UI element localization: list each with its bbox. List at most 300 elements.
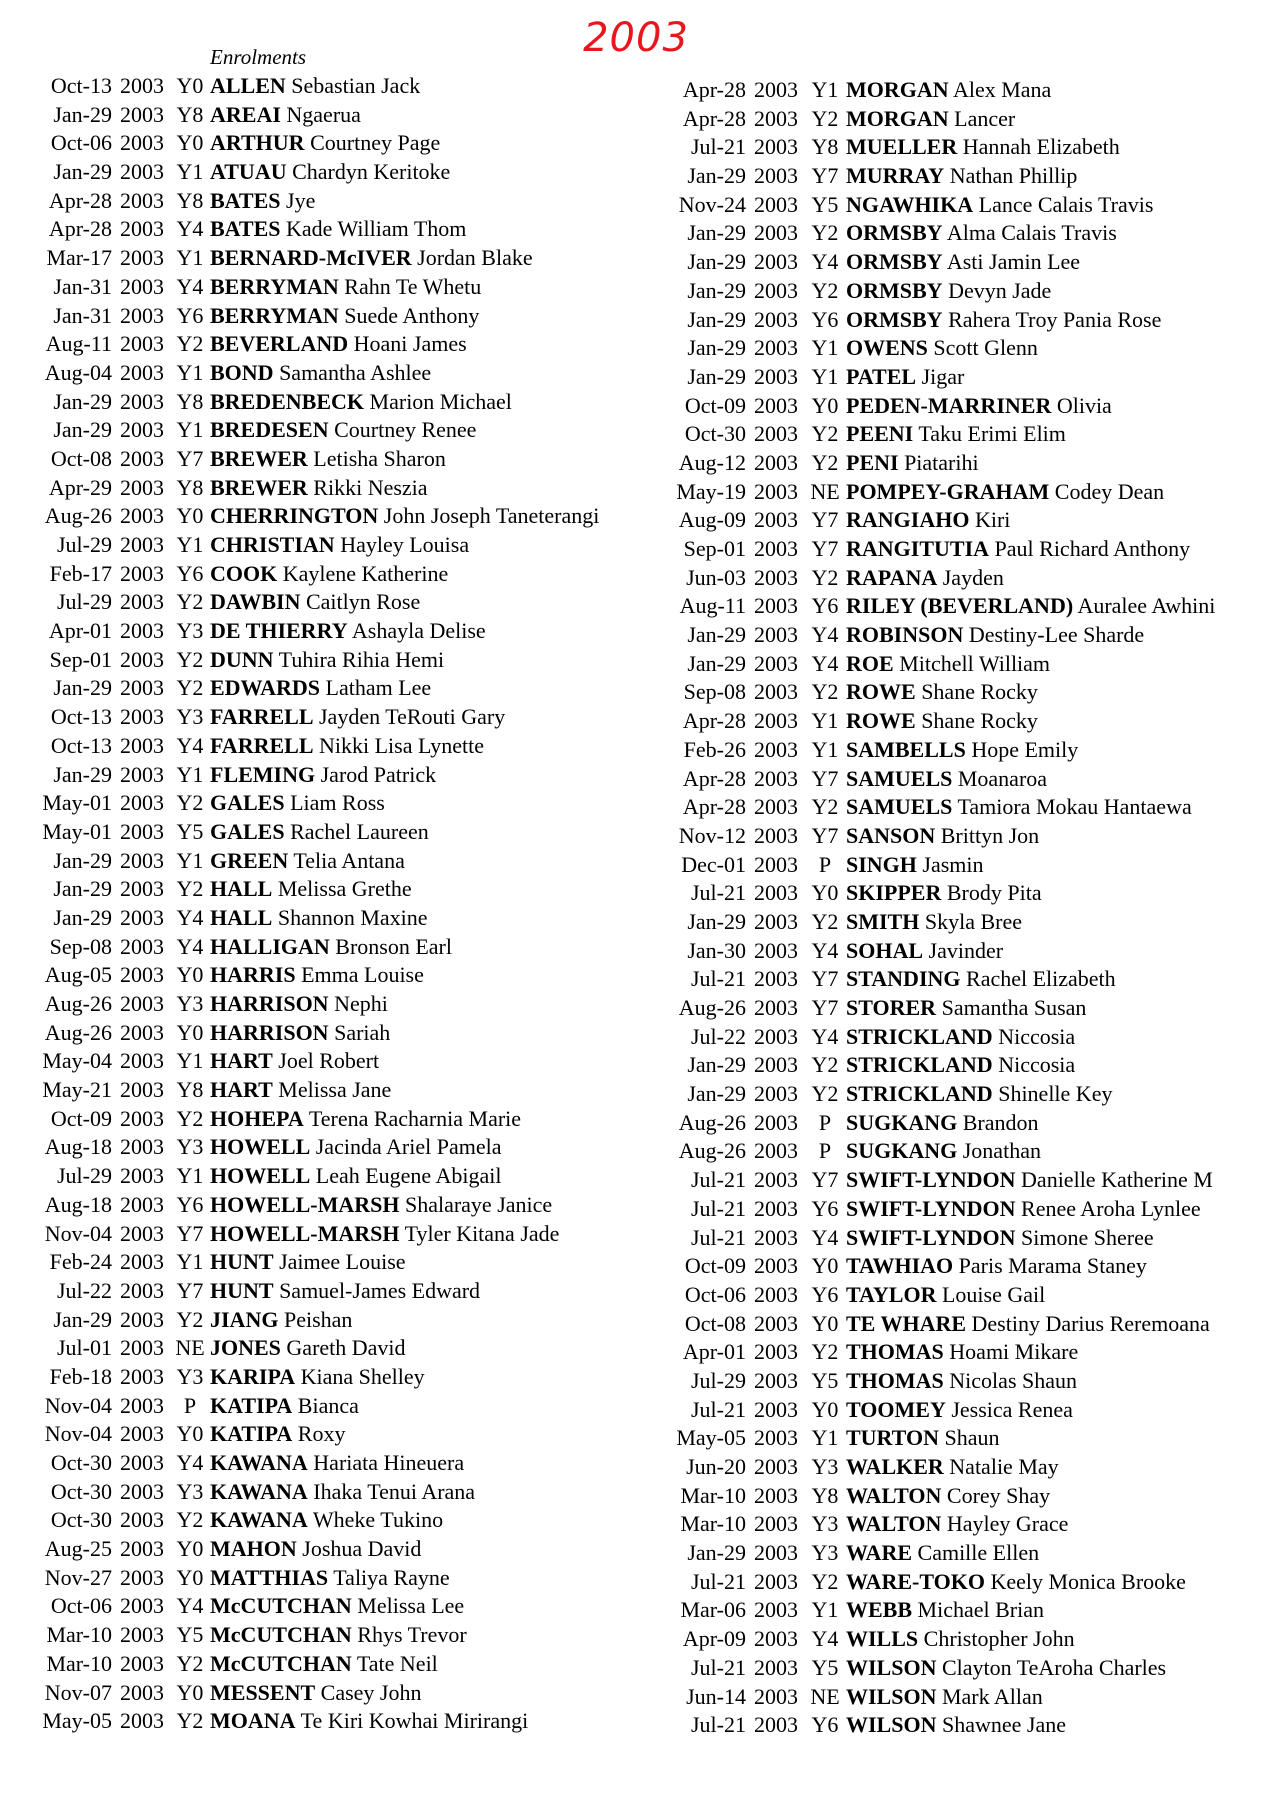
enrolment-year: 2003	[120, 216, 164, 242]
student-name	[846, 736, 1078, 765]
enrolment-year: 2003	[754, 937, 798, 963]
enrolment-date: Jan-29	[53, 904, 112, 930]
year-level: Y2	[176, 1105, 204, 1131]
student-name	[846, 1051, 1075, 1080]
student-given-names: Renee Aroha Lynlee	[1021, 1195, 1201, 1221]
student-surname: HARRIS	[210, 962, 296, 988]
enrolment-date: Jan-29	[687, 249, 746, 275]
student-surname: BOND	[210, 359, 274, 385]
student-given-names: Samantha Susan	[941, 995, 1087, 1020]
enrolment-year: 2003	[754, 134, 798, 160]
student-surname: WILSON	[846, 1712, 937, 1738]
year-level: Y2	[811, 1052, 839, 1078]
student-name	[210, 1220, 559, 1249]
enrolment-year: 2003	[120, 1622, 164, 1648]
student-surname: CHERRINGTON	[210, 503, 379, 529]
student-surname: ORMSBY	[846, 277, 943, 303]
student-name	[210, 1076, 391, 1105]
student-given-names: Taku Erimi Elim	[918, 421, 1066, 447]
student-surname: BREWER	[210, 445, 308, 471]
enrolment-date: Aug-11	[679, 593, 746, 619]
student-surname: TURTON	[846, 1425, 939, 1451]
student-surname: THOMAS	[846, 1367, 944, 1393]
student-given-names: Ashayla Delise	[351, 618, 486, 644]
enrolment-year: 2003	[120, 331, 164, 357]
student-name	[210, 1334, 406, 1363]
year-level: Y4	[811, 1224, 839, 1250]
student-name	[210, 158, 450, 187]
student-given-names: Mitchell William	[899, 650, 1051, 676]
enrolment-date: Aug-18	[44, 1134, 112, 1160]
enrolment-year: 2003	[754, 1224, 798, 1250]
year-level: Y8	[811, 1482, 839, 1508]
student-name	[210, 1248, 406, 1277]
year-level: Y0	[176, 1564, 204, 1590]
student-name	[846, 564, 1004, 593]
student-name	[846, 1453, 1059, 1482]
year-level: Y2	[811, 1081, 839, 1107]
year-level: Y1	[176, 417, 204, 443]
enrolment-date: Oct-08	[50, 445, 112, 471]
enrolment-date: Apr-01	[682, 1339, 746, 1365]
enrolment-year: 2003	[120, 1163, 164, 1189]
enrolment-year: 2003	[754, 1626, 798, 1652]
student-name	[846, 879, 1042, 908]
enrolment-date: Oct-09	[684, 392, 746, 418]
student-surname: MESSENT	[210, 1679, 316, 1705]
enrolment-year: 2003	[754, 1167, 798, 1193]
year-level: Y2	[811, 449, 839, 475]
enrolment-year: 2003	[120, 273, 164, 299]
student-name	[210, 72, 420, 101]
enrolment-date: Feb-17	[49, 560, 112, 586]
enrolment-year: 2003	[754, 564, 798, 590]
student-surname: BATES	[210, 216, 281, 242]
student-surname: WARE-TOKO	[846, 1568, 985, 1594]
student-name	[210, 1420, 345, 1449]
student-given-names: Jayden TeRouti Gary	[319, 704, 506, 730]
year-level: Y7	[811, 507, 839, 533]
enrolment-date: Oct-30	[50, 1478, 112, 1504]
student-given-names: Tate Neil	[356, 1650, 438, 1676]
student-given-names: Jessica Renea	[951, 1396, 1073, 1422]
student-given-names: Paris Marama Staney	[958, 1253, 1147, 1279]
student-name	[210, 847, 405, 876]
enrolment-date: Apr-28	[48, 216, 112, 242]
student-surname: SANSON	[846, 822, 936, 848]
enrolment-year: 2003	[754, 392, 798, 418]
student-given-names: Ihaka Tenui Arana	[313, 1478, 476, 1504]
year-level: Y8	[176, 1077, 204, 1103]
year-level: Y2	[811, 679, 839, 705]
year-level: Y3	[176, 618, 204, 644]
student-name	[846, 650, 1050, 679]
student-given-names: Keely Monica Brooke	[990, 1568, 1186, 1594]
student-surname: STRICKLAND	[846, 1023, 993, 1049]
year-level: Y2	[176, 1650, 204, 1676]
student-given-names: Terena Racharnia Marie	[308, 1105, 522, 1131]
student-name	[210, 1133, 501, 1162]
student-surname: McCUTCHAN	[210, 1650, 352, 1676]
student-surname: WALKER	[846, 1454, 944, 1479]
enrolment-date: Jan-29	[687, 1052, 746, 1078]
enrolment-date: Aug-05	[44, 962, 112, 988]
student-given-names: Moanaroa	[957, 765, 1048, 791]
student-surname: JIANG	[210, 1306, 279, 1332]
student-given-names: Melissa Jane	[278, 1077, 392, 1103]
student-surname: HUNT	[210, 1277, 274, 1303]
enrolment-date: Nov-24	[678, 191, 746, 217]
enrolment-year: 2003	[120, 159, 164, 185]
enrolment-year: 2003	[120, 646, 164, 672]
enrolment-year: 2003	[120, 503, 164, 529]
enrolment-year: 2003	[120, 417, 164, 443]
student-surname: MOANA	[210, 1708, 296, 1734]
enrolment-year: 2003	[120, 1220, 164, 1246]
student-name	[210, 215, 466, 244]
student-surname: BERRYMAN	[210, 273, 339, 299]
student-given-names: Rhys Trevor	[357, 1622, 467, 1648]
year-level: Y7	[811, 163, 839, 189]
enrolment-year: 2003	[120, 904, 164, 930]
student-surname: KAWANA	[210, 1478, 308, 1504]
enrolment-date: Mar-10	[680, 1511, 746, 1537]
enrolment-date: Aug-12	[678, 449, 746, 475]
enrolment-date: Oct-13	[50, 704, 112, 730]
enrolment-date: Jan-29	[53, 417, 112, 443]
student-name	[210, 1392, 359, 1421]
student-given-names: Bianca	[297, 1392, 359, 1418]
student-given-names: Rahn Te Whetu	[344, 273, 482, 299]
enrolment-date: Jul-21	[691, 966, 746, 992]
year-level: Y2	[811, 277, 839, 303]
student-surname: COOK	[210, 560, 278, 586]
student-name	[846, 133, 1120, 162]
enrolment-date: Oct-06	[50, 130, 112, 156]
year-level: P	[183, 1392, 197, 1418]
enrolment-date: May-19	[676, 478, 746, 504]
enrolment-year: 2003	[120, 790, 164, 816]
student-given-names: Paul Richard Anthony	[994, 536, 1191, 561]
student-name	[210, 1592, 464, 1621]
enrolment-date: Apr-28	[682, 77, 746, 102]
enrolment-year: 2003	[120, 1077, 164, 1103]
student-name	[846, 535, 1190, 564]
student-name	[210, 1478, 475, 1507]
enrolment-date: Jan-29	[687, 1081, 746, 1107]
student-surname: MUELLER	[846, 134, 958, 160]
year-level: Y6	[811, 1712, 839, 1738]
enrolment-date: Jan-29	[687, 220, 746, 246]
student-surname: BERRYMAN	[210, 302, 339, 328]
enrolment-year: 2003	[754, 593, 798, 619]
student-surname: SINGH	[846, 851, 917, 877]
enrolment-date: Jan-29	[687, 1540, 746, 1566]
year-level: Y3	[811, 1511, 839, 1537]
enrolment-year: 2003	[120, 130, 164, 156]
student-name	[210, 502, 599, 531]
enrolment-year: 2003	[120, 1363, 164, 1389]
student-surname: BEVERLAND	[210, 331, 349, 357]
year-level: Y0	[176, 1536, 204, 1562]
enrolment-date: Jan-29	[53, 101, 112, 127]
year-level: Y0	[176, 130, 204, 156]
year-level: Y7	[811, 966, 839, 992]
student-given-names: Destiny-Lee Sharde	[968, 622, 1145, 648]
student-name	[210, 474, 428, 503]
year-level: Y4	[811, 1023, 839, 1049]
student-surname: RAPANA	[846, 564, 938, 590]
enrolment-year: 2003	[754, 622, 798, 648]
year-level: Y2	[176, 646, 204, 672]
enrolment-date: Aug-25	[44, 1536, 112, 1562]
enrolment-date: Jul-21	[691, 1654, 746, 1680]
enrolment-date: Aug-09	[678, 507, 746, 533]
enrolment-year: 2003	[120, 1450, 164, 1475]
student-name	[846, 363, 964, 392]
student-name	[846, 334, 1038, 363]
student-given-names: Peishan	[283, 1306, 353, 1332]
year-level: Y0	[176, 73, 204, 98]
year-level: Y2	[176, 331, 204, 357]
student-name	[210, 302, 479, 331]
year-level: Y2	[176, 1306, 204, 1332]
year-level: Y3	[176, 991, 204, 1016]
enrolment-year: 2003	[754, 1081, 798, 1107]
enrolment-date: Jan-29	[53, 675, 112, 701]
enrolment-year: 2003	[754, 220, 798, 246]
student-surname: RILEY (BEVERLAND)	[846, 593, 1074, 619]
student-name	[846, 1023, 1075, 1052]
student-surname: KARIPA	[210, 1363, 296, 1389]
enrolment-year: 2003	[754, 908, 798, 934]
year-level: Y4	[176, 732, 204, 758]
enrolment-date: Nov-27	[44, 1564, 112, 1590]
student-surname: KAWANA	[210, 1507, 308, 1533]
enrolment-year: 2003	[120, 1564, 164, 1590]
enrolment-year: 2003	[120, 101, 164, 127]
student-name	[210, 1449, 464, 1478]
student-given-names: Clayton TeAroha Charles	[941, 1654, 1167, 1680]
student-given-names: Hariata Hineuera	[313, 1450, 465, 1475]
student-given-names: Kaylene Katherine	[282, 560, 449, 586]
student-name	[210, 818, 429, 847]
student-given-names: Brittyn Jon	[940, 822, 1040, 848]
enrolment-date: Aug-11	[45, 331, 112, 357]
student-name	[846, 1080, 1112, 1109]
student-given-names: Hoami Mikare	[949, 1339, 1079, 1365]
student-given-names: John Joseph Taneterangi	[383, 503, 600, 529]
student-surname: ROWE	[846, 708, 916, 734]
student-surname: ROWE	[846, 679, 916, 705]
student-name	[846, 1482, 1050, 1511]
enrolment-year: 2003	[120, 732, 164, 758]
enrolment-date: Jan-29	[687, 363, 746, 389]
year-level: Y0	[811, 392, 839, 418]
enrolment-year: 2003	[754, 1281, 798, 1307]
year-level: Y7	[811, 995, 839, 1020]
student-given-names: Hayley Grace	[946, 1511, 1069, 1537]
enrolment-date: Nov-04	[44, 1421, 112, 1447]
student-name	[846, 965, 1116, 994]
student-given-names: Brandon	[962, 1109, 1039, 1135]
enrolment-year: 2003	[754, 794, 798, 820]
student-name	[846, 105, 1015, 134]
enrolment-year: 2003	[120, 1421, 164, 1447]
enrolment-year: 2003	[754, 191, 798, 217]
student-surname: WEBB	[846, 1597, 913, 1623]
enrolment-year: 2003	[754, 1654, 798, 1680]
enrolment-year: 2003	[754, 1425, 798, 1451]
student-surname: WALTON	[846, 1482, 942, 1508]
enrolment-year: 2003	[754, 679, 798, 705]
year-level: Y1	[811, 77, 839, 102]
year-level: Y4	[811, 249, 839, 275]
student-name	[210, 761, 436, 790]
year-level: Y0	[811, 1396, 839, 1422]
student-surname: SUGKANG	[846, 1138, 958, 1164]
enrolment-date: Sep-08	[683, 679, 746, 705]
student-given-names: Samantha Ashlee	[279, 359, 432, 385]
enrolment-date: Feb-18	[49, 1363, 112, 1389]
student-surname: BREDESEN	[210, 417, 329, 443]
enrolment-date: Aug-04	[44, 359, 112, 385]
student-name	[210, 588, 420, 617]
year-level: Y4	[176, 1450, 204, 1475]
student-given-names: Alex Mana	[952, 77, 1052, 102]
student-surname: FLEMING	[210, 761, 316, 787]
student-name	[210, 1277, 480, 1306]
student-given-names: Jayden	[942, 564, 1004, 590]
student-given-names: Christopher John	[923, 1626, 1075, 1652]
enrolment-date: Jan-29	[687, 306, 746, 332]
year-level: Y2	[811, 564, 839, 590]
student-name	[210, 1306, 352, 1335]
enrolment-date: Jul-21	[691, 1712, 746, 1738]
student-surname: PEDEN-MARRINER	[846, 392, 1052, 418]
enrolment-year: 2003	[120, 1708, 164, 1734]
enrolment-date: Mar-10	[46, 1622, 112, 1648]
student-surname: ATUAU	[210, 159, 287, 185]
enrolment-year: 2003	[754, 1023, 798, 1049]
enrolment-year: 2003	[120, 1277, 164, 1303]
enrolment-date: Jul-22	[57, 1277, 112, 1303]
enrolment-year: 2003	[120, 73, 164, 98]
year-level: Y1	[176, 1163, 204, 1189]
student-name	[846, 822, 1039, 851]
year-level: Y2	[811, 105, 839, 131]
year-level: P	[818, 1138, 832, 1164]
student-name	[846, 1338, 1078, 1367]
enrolment-date: Jan-29	[687, 163, 746, 189]
student-name	[210, 101, 361, 130]
enrolment-date: Feb-26	[683, 736, 746, 762]
student-name	[846, 1367, 1077, 1396]
enrolment-year: 2003	[120, 818, 164, 844]
student-given-names: Olivia	[1056, 392, 1112, 418]
enrolment-year: 2003	[120, 1507, 164, 1533]
student-name	[210, 330, 467, 359]
student-surname: HARRISON	[210, 991, 329, 1016]
student-given-names: Codey Dean	[1054, 478, 1165, 504]
year-level: Y0	[811, 880, 839, 906]
student-surname: MATTHIAS	[210, 1564, 329, 1590]
student-name	[210, 416, 476, 445]
enrolment-date: Oct-06	[684, 1281, 746, 1307]
student-given-names: Jarod Patrick	[320, 761, 437, 787]
student-surname: HOWELL-MARSH	[210, 1220, 400, 1246]
enrolment-date: Aug-26	[44, 991, 112, 1016]
student-given-names: Alma Calais Travis	[946, 220, 1117, 246]
year-level: P	[818, 1109, 832, 1135]
student-given-names: Rachel Elizabeth	[966, 966, 1116, 992]
enrolment-date: Nov-04	[44, 1220, 112, 1246]
student-name	[210, 1363, 425, 1392]
student-name	[846, 478, 1164, 507]
year-level: Y3	[811, 1454, 839, 1479]
student-surname: FARRELL	[210, 732, 314, 758]
enrolment-date: Jun-20	[686, 1454, 746, 1479]
year-level: NE	[175, 1335, 205, 1361]
enrolment-date: Jul-29	[57, 1163, 112, 1189]
student-given-names: Jasmin	[922, 851, 984, 877]
student-given-names: Tyler Kitana Jade	[404, 1220, 560, 1246]
enrolment-date: Mar-06	[680, 1597, 746, 1623]
enrolment-year: 2003	[754, 1052, 798, 1078]
student-surname: DUNN	[210, 646, 274, 672]
student-given-names: Hayley Louisa	[340, 532, 470, 557]
enrolment-date: Oct-06	[50, 1593, 112, 1619]
year-level: Y2	[176, 675, 204, 701]
enrolment-date: Jul-29	[57, 589, 112, 615]
student-name	[210, 273, 481, 302]
year-level: Y2	[811, 421, 839, 447]
student-surname: McCUTCHAN	[210, 1622, 352, 1648]
student-given-names: Nicolas Shaun	[949, 1367, 1077, 1393]
enrolment-date: May-01	[42, 818, 112, 844]
student-surname: STRICKLAND	[846, 1052, 993, 1078]
year-level: Y8	[176, 187, 204, 213]
year-level: Y2	[176, 589, 204, 615]
student-given-names: Liam Ross	[290, 790, 385, 816]
page-year-heading: 2003	[583, 15, 689, 61]
student-surname: BERNARD-McIVER	[210, 245, 412, 271]
year-level: Y3	[176, 1478, 204, 1504]
year-level: Y3	[811, 1540, 839, 1566]
enrolment-year: 2003	[754, 1310, 798, 1336]
year-level: NE	[810, 478, 840, 504]
year-level: NE	[810, 1683, 840, 1709]
enrolment-year: 2003	[754, 335, 798, 361]
enrolment-year: 2003	[754, 966, 798, 992]
year-level: Y8	[811, 134, 839, 160]
student-name	[846, 449, 979, 478]
enrolment-year: 2003	[120, 589, 164, 615]
enrolment-year: 2003	[120, 1392, 164, 1418]
enrolment-date: Jan-29	[53, 876, 112, 902]
enrolment-year: 2003	[754, 536, 798, 561]
year-level: Y4	[176, 1593, 204, 1619]
year-level: Y0	[811, 1310, 839, 1336]
enrolment-year: 2003	[120, 1306, 164, 1332]
enrolment-date: Jan-29	[687, 650, 746, 676]
student-name	[846, 1310, 1210, 1339]
year-level: Y1	[176, 245, 204, 271]
enrolment-year: 2003	[120, 1134, 164, 1160]
enrolment-year: 2003	[120, 445, 164, 471]
year-level: Y7	[811, 536, 839, 561]
year-level: Y8	[176, 474, 204, 500]
